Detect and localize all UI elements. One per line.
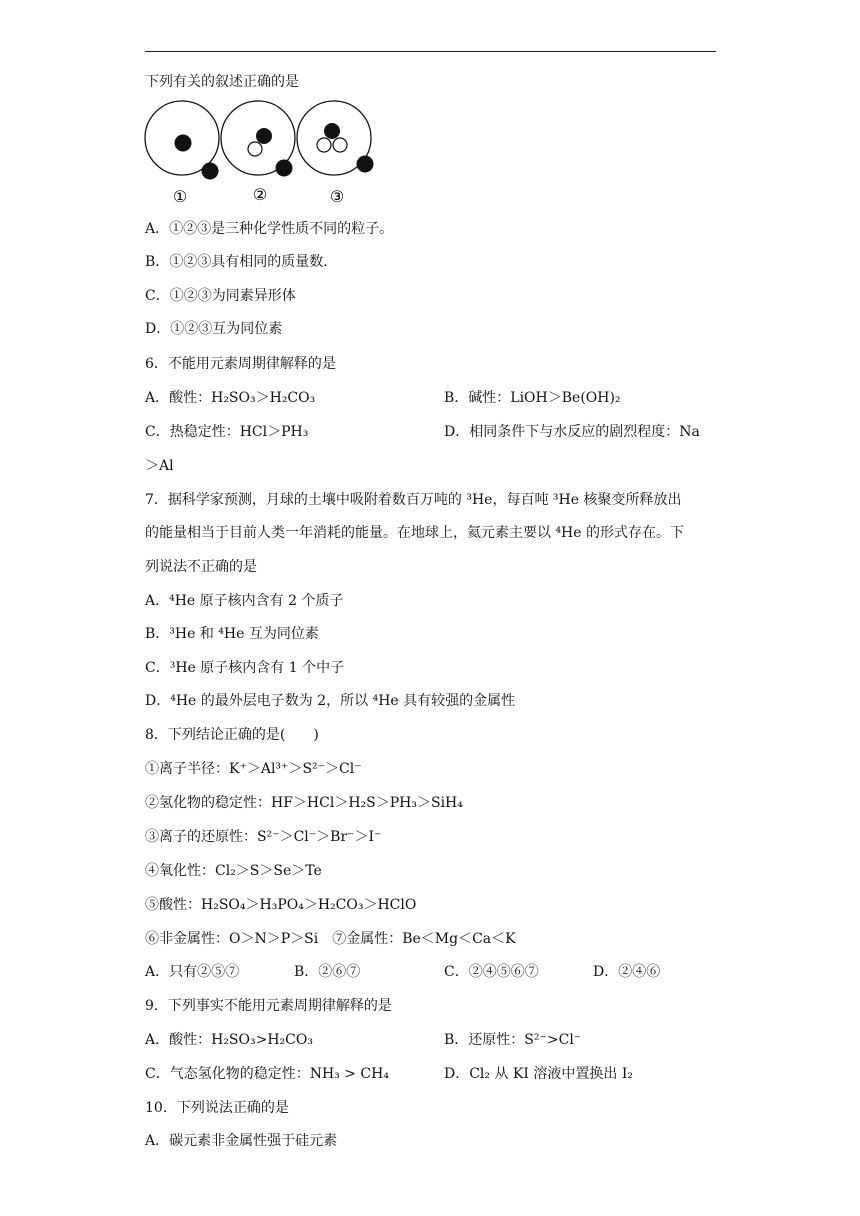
atom-label-1: ① <box>172 187 188 206</box>
intro-text: 下列有关的叙述正确的是 <box>145 74 299 90</box>
q8-option-d: D．②④⑥ <box>593 964 661 980</box>
q8-option-c: C．②④⑤⑥⑦ <box>444 964 539 980</box>
q9-option-a: A．酸性：H₂SO₃>H₂CO₃ <box>145 1032 313 1048</box>
header-rule <box>145 51 716 52</box>
atom-1-diagram <box>145 101 219 180</box>
atom-label-3: ③ <box>329 187 345 206</box>
q10-option-a: A．碳元素非金属性强于硅元素 <box>145 1133 338 1149</box>
q8-statement-5: ⑤酸性：H₂SO₄＞H₃PO₄＞H₂CO₃＞HClO <box>145 897 417 913</box>
q7-option-b: B．³He 和 ⁴He 互为同位素 <box>145 626 319 642</box>
q10-stem: 10．下列说法正确的是 <box>145 1100 289 1116</box>
q7-stem-line3: 列说法不正确的是 <box>145 559 257 575</box>
q8-option-a: A．只有②⑤⑦ <box>145 964 240 980</box>
q7-option-d: D．⁴He 的最外层电子数为 2，所以 ⁴He 具有较强的金属性 <box>145 693 516 709</box>
atom-2-diagram <box>221 101 295 177</box>
q5-option-d: D．①②③互为同位素 <box>145 321 283 337</box>
q7-option-c: C．³He 原子核内含有 1 个中子 <box>145 660 345 676</box>
q9-stem: 9．下列事实不能用元素周期律解释的是 <box>145 998 392 1014</box>
q5-option-c: C．①②③为同素异形体 <box>145 288 296 304</box>
q9-option-c: C．气态氢化物的稳定性：NH₃ > CH₄ <box>145 1066 389 1082</box>
q8-option-b: B．②⑥⑦ <box>294 964 361 980</box>
q6-option-a: A．酸性：H₂SO₃＞H₂CO₃ <box>145 390 316 406</box>
q6-option-d: D．相同条件下与水反应的剧烈程度：Na <box>444 424 700 440</box>
q8-statement-3: ③离子的还原性：S²⁻＞Cl⁻＞Br⁻＞I⁻ <box>145 829 382 845</box>
q5-option-a: A．①②③是三种化学性质不同的粒子。 <box>145 221 394 237</box>
atom-label-2: ② <box>252 185 268 204</box>
q6-stem: 6．不能用元素周期律解释的是 <box>145 356 336 372</box>
q9-option-d: D．Cl₂ 从 KI 溶液中置换出 I₂ <box>444 1066 633 1082</box>
q8-statement-6-7: ⑥非金属性：O＞N＞P＞Si ⑦金属性：Be＜Mg＜Ca＜K <box>145 931 516 947</box>
q8-statement-1: ①离子半径：K⁺＞Al³⁺＞S²⁻＞Cl⁻ <box>145 761 362 777</box>
q8-stem: 8．下列结论正确的是( ) <box>145 727 319 743</box>
q6-option-b: B．碱性：LiOH＞Be(OH)₂ <box>444 390 621 406</box>
q6-option-d-continued: ＞Al <box>145 458 174 474</box>
atom-structure-diagram <box>140 98 380 210</box>
q7-stem-line2: 的能量相当于目前人类一年消耗的能量。在地球上，氦元素主要以 ⁴He 的形式存在。下 <box>145 525 685 541</box>
q5-option-b: B．①②③具有相同的质量数. <box>145 254 328 270</box>
q7-stem-line1: 7．据科学家预测，月球的土壤中吸附着数百万吨的 ³He，每百吨 ³He 核聚变所释放出 <box>145 492 682 508</box>
q7-option-a: A．⁴He 原子核内含有 2 个质子 <box>145 593 344 609</box>
atom-3-diagram <box>297 101 374 175</box>
q8-statement-4: ④氧化性：Cl₂＞S＞Se＞Te <box>145 863 322 879</box>
q6-option-c: C．热稳定性：HCl＞PH₃ <box>145 424 309 440</box>
q9-option-b: B．还原性：S²⁻>Cl⁻ <box>444 1032 582 1048</box>
q8-statement-2: ②氢化物的稳定性：HF＞HCl＞H₂S＞PH₃＞SiH₄ <box>145 795 463 811</box>
